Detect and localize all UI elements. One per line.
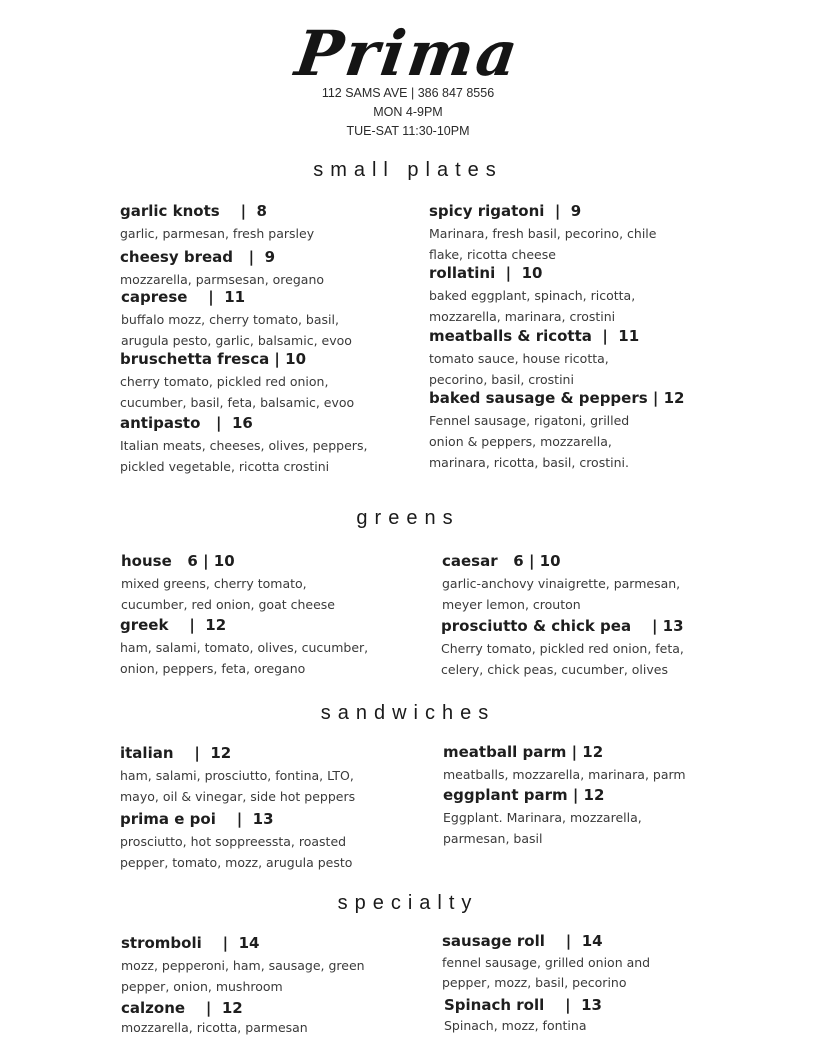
menu-item-meatballs-ricotta xyxy=(429,325,669,390)
item-name: Spinach roll | 13 xyxy=(444,996,602,1014)
menu-item-stromboli xyxy=(121,932,386,997)
item-description: fennel sausage, grilled onion and pepper, mozz, basil, pecorino xyxy=(442,955,651,990)
menu-item-sausage-roll xyxy=(442,930,682,993)
menu-item-greek-salad xyxy=(120,614,385,679)
menu-item-antipasto xyxy=(120,412,385,477)
menu-item-spinach-roll xyxy=(444,994,684,1036)
menu-item-bruschetta-fresca xyxy=(120,348,375,413)
item-description: meatballs, mozzarella, marinara, parm xyxy=(443,767,686,782)
section-title-greens: greens xyxy=(356,507,460,529)
item-name: house 6 | 10 xyxy=(121,552,235,570)
restaurant-logo: Prima xyxy=(291,17,526,90)
item-description: mixed greens, cherry tomato, cucumber, red onion, goat cheese xyxy=(121,576,335,612)
item-name: stromboli | 14 xyxy=(121,934,260,952)
item-name: calzone | 12 xyxy=(121,999,243,1017)
item-description: Italian meats, cheeses, olives, peppers, pickled vegetable, ricotta crostini xyxy=(120,438,368,474)
item-description: mozz, pepperoni, ham, sausage, green pepper, onion, mushroom xyxy=(121,958,365,994)
item-description: buffalo mozz, cherry tomato, basil, arugula pesto, garlic, balsamic, evoo xyxy=(121,312,352,348)
menu-item-meatball-parm xyxy=(443,741,718,785)
menu-item-garlic-knots xyxy=(120,200,390,244)
item-description: mozzarella, parmsesan, oregano xyxy=(120,272,325,287)
item-name: caesar 6 | 10 xyxy=(442,552,561,570)
item-description: ham, salami, prosciutto, fontina, LTO, mayo, oil & vinegar, side hot peppers xyxy=(120,768,356,804)
section-title-specialty: specialty xyxy=(337,892,479,914)
item-name: spicy rigatoni | 9 xyxy=(429,202,582,220)
item-name: cheesy bread | 9 xyxy=(120,248,276,266)
menu-item-prosciutto-chick-pea xyxy=(441,615,709,680)
item-name: meatballs & ricotta | 11 xyxy=(429,327,640,345)
item-description: mozzarella, ricotta, parmesan xyxy=(121,1020,308,1035)
section-title-sandwiches: sandwiches xyxy=(320,702,496,724)
item-description: Cherry tomato, pickled red onion, feta, celery, chick peas, cucumber, olives xyxy=(441,641,684,677)
item-description: ham, salami, tomato, olives, cucumber, onion, peppers, feta, oregano xyxy=(120,640,369,676)
item-description: tomato sauce, house ricotta, pecorino, basil, crostini xyxy=(429,351,609,387)
item-name: prosciutto & chick pea | 13 xyxy=(441,617,684,635)
item-name: greek | 12 xyxy=(120,616,227,634)
item-description: garlic-anchovy vinaigrette, parmesan, meyer lemon, crouton xyxy=(442,576,681,612)
menu-item-cheesy-bread xyxy=(120,246,390,290)
item-description: Marinara, fresh basil, pecorino, chile flake, ricotta cheese xyxy=(429,226,657,262)
item-description: Spinach, mozz, fontina xyxy=(444,1018,587,1033)
menu-item-eggplant-parm xyxy=(443,784,673,849)
menu-item-house-salad xyxy=(121,550,371,615)
menu-item-caesar-salad xyxy=(442,550,707,615)
item-description: baked eggplant, spinach, ricotta, mozzarella, marinara, crostini xyxy=(429,288,636,324)
item-name: meatball parm | 12 xyxy=(443,743,604,761)
menu-item-calzone xyxy=(121,997,381,1038)
address-phone: 112 SAMS AVE | 386 847 8556 xyxy=(321,86,495,100)
menu-item-spicy-rigatoni xyxy=(429,200,679,265)
menu-item-baked-sausage-peppers xyxy=(429,387,729,473)
item-description: Fennel sausage, rigatoni, grilled onion & peppers, mozzarella, marinara, ricotta, basil, crostini. xyxy=(429,413,630,470)
item-name: sausage roll | 14 xyxy=(442,932,603,950)
item-name: prima e poi | 13 xyxy=(120,810,274,828)
item-name: garlic knots | 8 xyxy=(120,202,267,220)
item-description: garlic, parmesan, fresh parsley xyxy=(120,226,315,241)
menu-item-rollatini xyxy=(429,262,669,327)
item-name: eggplant parm | 12 xyxy=(443,786,605,804)
section-title-small-plates: small plates xyxy=(313,159,503,181)
menu-item-caprese xyxy=(121,286,376,351)
item-name: rollatini | 10 xyxy=(429,264,543,282)
item-name: italian | 12 xyxy=(120,744,232,762)
menu-item-italian xyxy=(120,742,380,807)
hours-monday: MON 4-9PM xyxy=(373,105,443,119)
hours-tue-sat: TUE-SAT 11:30-10PM xyxy=(346,124,470,138)
item-description: cherry tomato, pickled red onion, cucumber, basil, feta, balsamic, evoo xyxy=(120,374,355,410)
item-name: caprese | 11 xyxy=(121,288,246,306)
item-name: bruschetta fresca | 10 xyxy=(120,350,307,368)
menu-item-prima-e-poi xyxy=(120,808,380,873)
item-description: Eggplant. Marinara, mozzarella, parmesan, basil xyxy=(443,810,642,846)
item-name: antipasto | 16 xyxy=(120,414,253,432)
item-description: prosciutto, hot soppreessta, roasted pepper, tomato, mozz, arugula pesto xyxy=(120,834,353,870)
item-name: baked sausage & peppers | 12 xyxy=(429,389,685,407)
